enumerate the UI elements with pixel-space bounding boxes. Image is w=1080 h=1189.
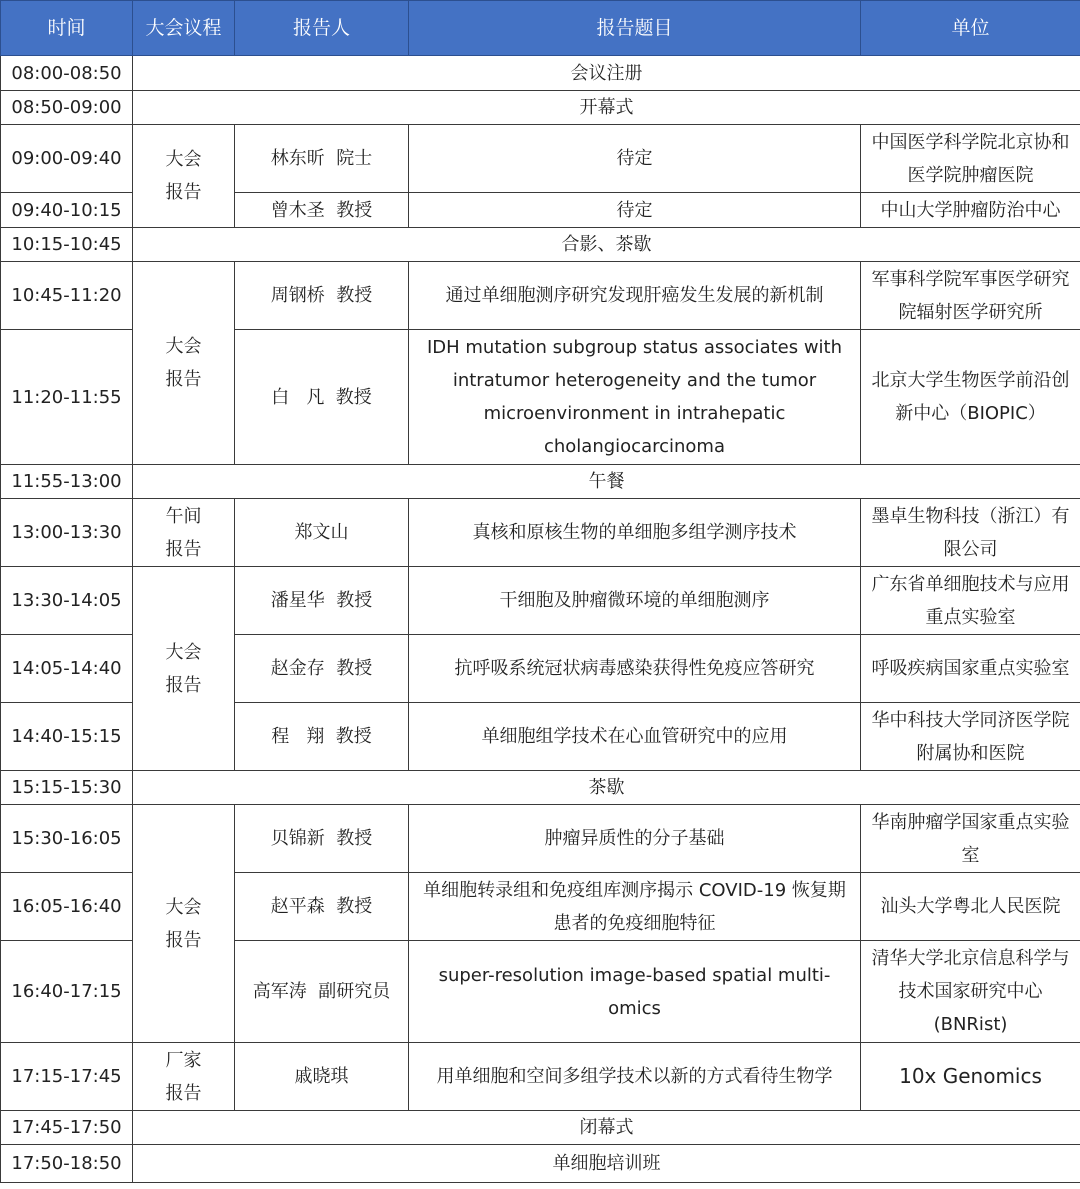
- time-cell: 09:00-09:40: [1, 125, 133, 193]
- event-cell: 单细胞培训班: [133, 1145, 1080, 1183]
- title-cell: 抗呼吸系统冠状病毒感染获得性免疫应答研究: [409, 635, 861, 703]
- time-cell: 10:45-11:20: [1, 262, 133, 330]
- session-cell: 午间 报告: [133, 499, 235, 567]
- speaker-cell: 周钢桥 教授: [235, 262, 409, 330]
- time-cell: 14:05-14:40: [1, 635, 133, 703]
- time-cell: 15:15-15:30: [1, 771, 133, 805]
- speaker-cell: 赵平森 教授: [235, 873, 409, 941]
- unit-cell: 10x Genomics: [861, 1043, 1080, 1111]
- speaker-cell: 赵金存 教授: [235, 635, 409, 703]
- unit-cell: 清华大学北京信息科学与技术国家研究中心(BNRist): [861, 941, 1080, 1043]
- title-cell: 待定: [409, 193, 861, 228]
- title-cell: 肿瘤异质性的分子基础: [409, 805, 861, 873]
- speaker-cell: 林东昕 院士: [235, 125, 409, 193]
- time-cell: 11:55-13:00: [1, 465, 133, 499]
- unit-cell: 中山大学肿瘤防治中心: [861, 193, 1080, 228]
- time-cell: 17:15-17:45: [1, 1043, 133, 1111]
- time-cell: 16:05-16:40: [1, 873, 133, 941]
- event-cell: 会议注册: [133, 56, 1080, 91]
- table-row: [1, 125, 1080, 193]
- unit-cell: 广东省单细胞技术与应用重点实验室: [861, 567, 1080, 635]
- time-cell: 10:15-10:45: [1, 228, 133, 262]
- speaker-cell: 白 凡 教授: [235, 330, 409, 465]
- table-row: [1, 262, 1080, 330]
- table-row: [1, 91, 1080, 125]
- table-row: [1, 567, 1080, 635]
- time-cell: 16:40-17:15: [1, 941, 133, 1043]
- table-row: [1, 771, 1080, 805]
- title-cell: IDH mutation subgroup status associates with intratumor heterogeneity and the tumor microenvironment in intrahepatic cholangiocarcinoma: [409, 330, 861, 465]
- table-row: [1, 805, 1080, 873]
- title-cell: super-resolution image-based spatial multi-omics: [409, 941, 861, 1043]
- unit-cell: 军事科学院军事医学研究院辐射医学研究所: [861, 262, 1080, 330]
- unit-cell: 墨卓生物科技（浙江）有限公司: [861, 499, 1080, 567]
- session-cell: 厂家 报告: [133, 1043, 235, 1111]
- table-row: [1, 499, 1080, 567]
- header-row: [1, 1, 1080, 56]
- session-cell: 大会 报告: [133, 125, 235, 228]
- speaker-cell: 戚晓琪: [235, 1043, 409, 1111]
- speaker-cell: 程 翔 教授: [235, 703, 409, 771]
- speaker-cell: 贝锦新 教授: [235, 805, 409, 873]
- session-cell: 大会 报告: [133, 567, 235, 771]
- table-row: [1, 1145, 1080, 1183]
- header-speaker: 报告人: [235, 1, 409, 56]
- event-cell: 闭幕式: [133, 1111, 1080, 1145]
- header-unit: 单位: [861, 1, 1080, 56]
- unit-cell: 中国医学科学院北京协和医学院肿瘤医院: [861, 125, 1080, 193]
- time-cell: 11:20-11:55: [1, 330, 133, 465]
- time-cell: 15:30-16:05: [1, 805, 133, 873]
- time-cell: 13:30-14:05: [1, 567, 133, 635]
- title-cell: 待定: [409, 125, 861, 193]
- header-session: 大会议程: [133, 1, 235, 56]
- header-title: 报告题目: [409, 1, 861, 56]
- event-cell: 午餐: [133, 465, 1080, 499]
- table-row: [1, 228, 1080, 262]
- header-time: 时间: [1, 1, 133, 56]
- table-row: [1, 465, 1080, 499]
- speaker-cell: 郑文山: [235, 499, 409, 567]
- event-cell: 合影、茶歇: [133, 228, 1080, 262]
- title-cell: 单细胞组学技术在心血管研究中的应用: [409, 703, 861, 771]
- table-row: [1, 56, 1080, 91]
- unit-cell: 华中科技大学同济医学院附属协和医院: [861, 703, 1080, 771]
- time-cell: 14:40-15:15: [1, 703, 133, 771]
- time-cell: 13:00-13:30: [1, 499, 133, 567]
- table-row: [1, 1043, 1080, 1111]
- unit-cell: 北京大学生物医学前沿创新中心（BIOPIC）: [861, 330, 1080, 465]
- title-cell: 通过单细胞测序研究发现肝癌发生发展的新机制: [409, 262, 861, 330]
- session-cell: 大会 报告: [133, 805, 235, 1043]
- session-cell: 大会 报告: [133, 262, 235, 465]
- table-row: [1, 1111, 1080, 1145]
- speaker-cell: 潘星华 教授: [235, 567, 409, 635]
- title-cell: 单细胞转录组和免疫组库测序揭示 COVID-19 恢复期患者的免疫细胞特征: [409, 873, 861, 941]
- speaker-cell: 高军涛 副研究员: [235, 941, 409, 1043]
- unit-cell: 汕头大学粤北人民医院: [861, 873, 1080, 941]
- event-cell: 开幕式: [133, 91, 1080, 125]
- title-cell: 干细胞及肿瘤微环境的单细胞测序: [409, 567, 861, 635]
- title-cell: 真核和原核生物的单细胞多组学测序技术: [409, 499, 861, 567]
- time-cell: 08:00-08:50: [1, 56, 133, 91]
- unit-cell: 华南肿瘤学国家重点实验室: [861, 805, 1080, 873]
- time-cell: 17:50-18:50: [1, 1145, 133, 1183]
- time-cell: 08:50-09:00: [1, 91, 133, 125]
- unit-cell: 呼吸疾病国家重点实验室: [861, 635, 1080, 703]
- time-cell: 09:40-10:15: [1, 193, 133, 228]
- time-cell: 17:45-17:50: [1, 1111, 133, 1145]
- title-cell: 用单细胞和空间多组学技术以新的方式看待生物学: [409, 1043, 861, 1111]
- speaker-cell: 曾木圣 教授: [235, 193, 409, 228]
- event-cell: 茶歇: [133, 771, 1080, 805]
